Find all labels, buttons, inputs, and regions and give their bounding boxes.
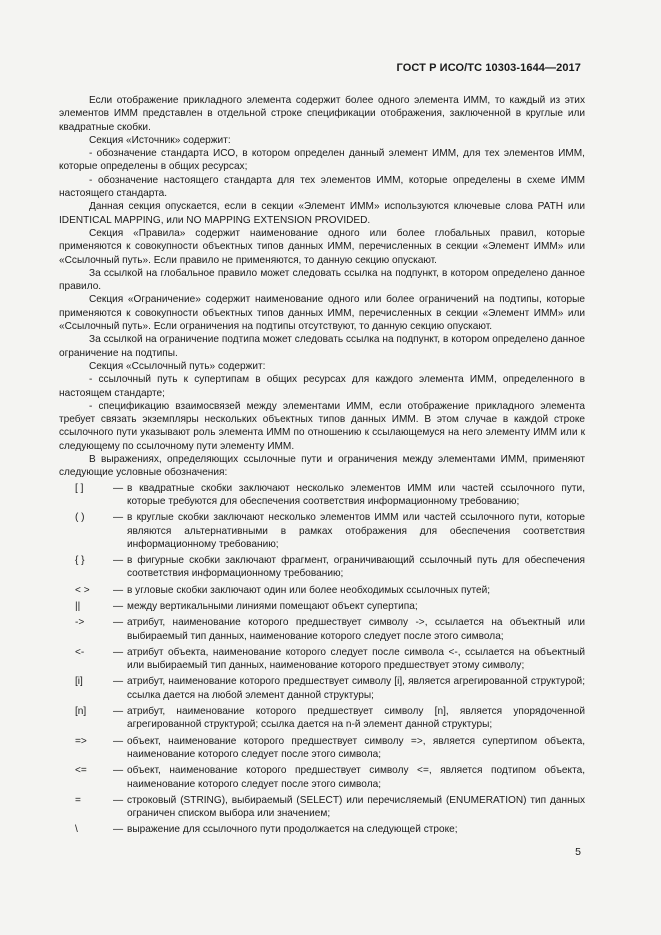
legend-dash: — [113, 512, 124, 524]
legend-dash: — [113, 617, 124, 629]
legend-row [59, 735, 585, 762]
legend-dash: — [113, 706, 124, 718]
legend-text: в квадратные скобки заключают несколько элементов ИММ или частей ссылочного пути, которые требуются для обеспечения соответствия информационному требованию; [127, 482, 585, 507]
legend-row [59, 616, 585, 643]
legend-dash: — [113, 824, 124, 836]
paragraph: За ссылкой на глобальное правило может следовать ссылка на подпункт, в котором определено данное правило. [59, 267, 585, 293]
legend-dash: — [113, 794, 124, 806]
legend-dash: — [113, 600, 124, 612]
paragraph: Секция «Ссылочный путь» содержит: [89, 360, 266, 372]
legend-text: объект, наименование которого предшествует символу <=, является подтипом объекта, наименование которого следует после этого символа; [127, 765, 585, 790]
legend-row [59, 482, 585, 509]
legend-symbol: [n] [75, 706, 87, 718]
paragraph: Данная секция опускается, если в секции «Элемент ИММ» используются ключевые слова PATH или IDENTICAL MAPPING, или NO MAPPING EXTENSION PROVIDED. [59, 201, 585, 226]
legend-symbol: => [75, 735, 87, 747]
legend-symbol: -> [75, 617, 85, 629]
legend-symbol: <= [75, 765, 87, 777]
legend-text: атрибут, наименование которого предшествует символу ->, ссылается на объектный или выбираемый тип данных, наименование которого следует после этого символа; [127, 617, 585, 642]
paragraph: Секция «Правила» содержит наименование одного или более глобальных правил, которые применяются к совокупности объектных типов данных ИММ, перечисленных в секции «Элемент ИММ» или «Ссылочный путь». Если правило не применяются, то данную секцию опускают. [59, 227, 585, 266]
paragraph: - спецификацию взаимосвязей между элементами ИММ, если отображение прикладного элемента требует связать экземпляры нескольких объектных типов данных ИММ. В этом случае в каждой строке ссылочного пути указывают роль элемента ИММ по отношению к ссылающемуся на него элементу ИММ или к следующему по ссылочному пути элементу ИММ. [59, 400, 585, 452]
legend-symbol: \ [75, 824, 78, 836]
legend-row [59, 511, 585, 551]
legend-text: в круглые скобки заключают несколько элементов ИММ или частей ссылочного пути, которые являются альтернативными в рамках отображения для обеспечения соответствия информационному требованию; [127, 512, 585, 550]
paragraph: За ссылкой на ограничение подтипа может следовать ссылка на подпункт, в котором определено данное ограничение на подтипы. [59, 334, 585, 359]
legend-row [59, 646, 585, 673]
legend-row [59, 584, 585, 597]
paragraph: Секция «Ограничение» содержит наименование одного или более ограничений на подтипы, которые применяются к совокупности объектных типов данных ИММ, перечисленных в секции «Элемент ИММ» или «Ссылочный путь». Если ограничения на подтипы отсутствуют, то данную секцию опускают. [59, 294, 585, 333]
legend-dash: — [113, 646, 124, 658]
legend-dash: — [113, 735, 124, 747]
legend-row [59, 600, 585, 613]
legend-row [59, 705, 585, 732]
document-body [59, 94, 585, 840]
legend-text: в угловые скобки заключают один или более необходимых ссылочных путей; [127, 584, 491, 596]
legend-row [59, 764, 585, 791]
legend-symbol: { } [75, 555, 85, 567]
legend-text: выражение для ссылочного пути продолжается на следующей строке; [127, 824, 458, 836]
paragraph: Если отображение прикладного элемента содержит более одного элемента ИММ, то каждый из этих элементов ИММ представлен в отдельной строке спецификации отображения, заключенной в круглые или квадратные скобки. [59, 95, 585, 133]
legend-row [59, 675, 585, 702]
legend-row [59, 794, 585, 821]
legend-symbol: [i] [75, 676, 83, 688]
legend-symbol: < > [75, 584, 90, 596]
legend-symbol: [ ] [75, 482, 84, 494]
legend-symbol: || [75, 600, 81, 612]
legend-symbol: = [75, 794, 81, 806]
paragraph: В выражениях, определяющих ссылочные пути и ограничения между элементами ИММ, применяют следующие условные обозначения: [59, 454, 585, 479]
paragraph: Секция «Источник» содержит: [89, 134, 231, 146]
legend-dash: — [113, 765, 124, 777]
paragraph: - ссылочный путь к супертипам в общих ресурсах для каждого элемента ИММ, определенного в настоящем стандарте; [59, 374, 585, 399]
legend-row [59, 823, 585, 836]
legend-row [59, 554, 585, 581]
notation-legend [59, 482, 585, 837]
legend-symbol: ( ) [75, 512, 85, 524]
legend-text: атрибут, наименование которого предшествует символу [n], является упорядоченной агрегированной структурой; ссылка дается на n-й элемент данной структуры; [127, 706, 585, 731]
legend-dash: — [113, 676, 124, 688]
legend-text: в фигурные скобки заключают фрагмент, ограничивающий ссылочный путь для обеспечения соответствия информационному требованию; [127, 555, 585, 580]
legend-text: строковый (STRING), выбираемый (SELECT) или перечисляемый (ENUMERATION) тип данных ограничен списком выбора или значением; [127, 794, 585, 820]
legend-dash: — [113, 555, 124, 567]
legend-dash: — [113, 482, 124, 494]
document-header: ГОСТ Р ИСО/ТС 10303-1644—2017 [396, 62, 581, 74]
paragraph: - обозначение стандарта ИСО, в котором определен данный элемент ИММ, для тех элементов ИММ, которые определены в общих ресурсах; [59, 148, 585, 173]
paragraph: - обозначение настоящего стандарта для тех элементов ИММ, которые определены в схеме ИММ настоящего стандарта. [59, 174, 585, 200]
legend-text: атрибут, наименование которого предшествует символу [i], является агрегированной структурой; ссылка дается на любой элемент данной структуры; [127, 676, 585, 701]
legend-text: между вертикальными линиями помещают объект супертипа; [127, 600, 418, 612]
legend-symbol: <- [75, 646, 85, 658]
legend-text: объект, наименование которого предшествует символу =>, является супертипом объекта, наименование которого следует после этого символа; [127, 735, 585, 760]
page-number: 5 [575, 846, 581, 858]
legend-dash: — [113, 584, 124, 596]
legend-text: атрибут объекта, наименование которого следует после символа <-, ссылается на объектный или выбираемый тип данных, наименование которого предшествует этому символу; [127, 646, 585, 672]
